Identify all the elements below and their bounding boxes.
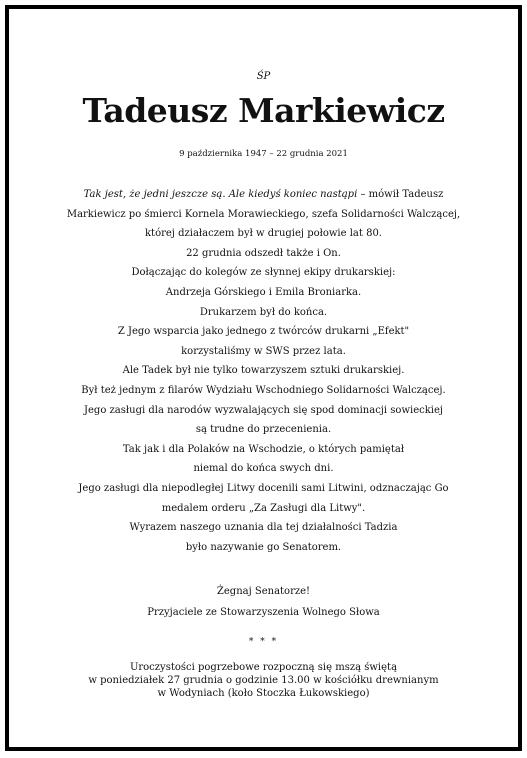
body-line: Markiewicz po śmierci Kornela Morawieckiego, szefa Solidarności Walczącej, bbox=[66, 208, 461, 220]
body-line: 22 grudnia odszedł także i On. bbox=[186, 247, 341, 259]
body-line: niemal do końca swych dni. bbox=[193, 463, 334, 475]
body-line: której działaczem był w drugiej połowie lat 80. bbox=[145, 228, 382, 240]
opening-quote-attribution: – mówił Tadeusz bbox=[357, 189, 444, 200]
section-separator: * * * bbox=[248, 637, 279, 647]
body-line: Z Jego wsparcia jako jednego z twórców drukarni „Efekt" bbox=[117, 326, 410, 338]
deceased-prefix: ŚP bbox=[256, 71, 271, 82]
obituary-body bbox=[21, 185, 506, 557]
signature-line: Przyjaciele ze Stowarzyszenia Wolnego Słowa bbox=[147, 607, 380, 618]
funeral-info bbox=[9, 661, 518, 700]
body-line: medalem orderu „Za Zasługi dla Litwy". bbox=[161, 502, 366, 514]
body-line: Dołączając do kolegów ze słynnej ekipy drukarskiej: bbox=[131, 267, 396, 279]
farewell-line: Żegnaj Senatorze! bbox=[216, 586, 311, 597]
body-line: korzystaliśmy w SWS przez lata. bbox=[181, 345, 346, 357]
body-line: są trudne do przecenienia. bbox=[195, 424, 332, 436]
body-line: Andrzeja Górskiego i Emila Broniarka. bbox=[165, 286, 362, 298]
body-line: Jego zasługi dla niepodległej Litwy docenili sami Litwini, odznaczając Go bbox=[78, 482, 449, 494]
farewell-block bbox=[9, 581, 518, 623]
body-line: Wyrazem naszego uznania dla tej działalności Tadzia bbox=[129, 522, 398, 534]
obituary-frame bbox=[5, 5, 522, 751]
body-line: Tak jak i dla Polaków na Wschodzie, o których pamiętał bbox=[122, 443, 405, 455]
funeral-info-line: Uroczystości pogrzebowe rozpoczną się mszą świętą bbox=[129, 662, 398, 673]
body-line: Ale Tadek był nie tylko towarzyszem sztuki drukarskiej. bbox=[122, 365, 405, 377]
body-line bbox=[21, 185, 506, 205]
body-line: Drukarzem był do końca. bbox=[199, 306, 328, 318]
obituary-content bbox=[9, 9, 518, 747]
life-dates: 9 października 1947 – 22 grudnia 2021 bbox=[179, 149, 348, 159]
body-line: Był też jednym z filarów Wydziału Wschodniego Solidarności Walczącej. bbox=[81, 384, 446, 396]
opening-quote: Tak jest, że jedni jeszcze są. Ale kiedyś koniec nastąpi bbox=[83, 189, 358, 200]
deceased-name: Tadeusz Markiewicz bbox=[82, 91, 445, 130]
body-line: Jego zasługi dla narodów wyzwalających się spod dominacji sowieckiej bbox=[84, 404, 443, 416]
funeral-info-line: w Wodyniach (koło Stoczka Łukowskiego) bbox=[157, 688, 370, 699]
funeral-info-line: w poniedziałek 27 grudnia o godzinie 13.00 w kościółku drewnianym bbox=[88, 675, 439, 686]
body-line: było nazywanie go Senatorem. bbox=[185, 541, 342, 553]
